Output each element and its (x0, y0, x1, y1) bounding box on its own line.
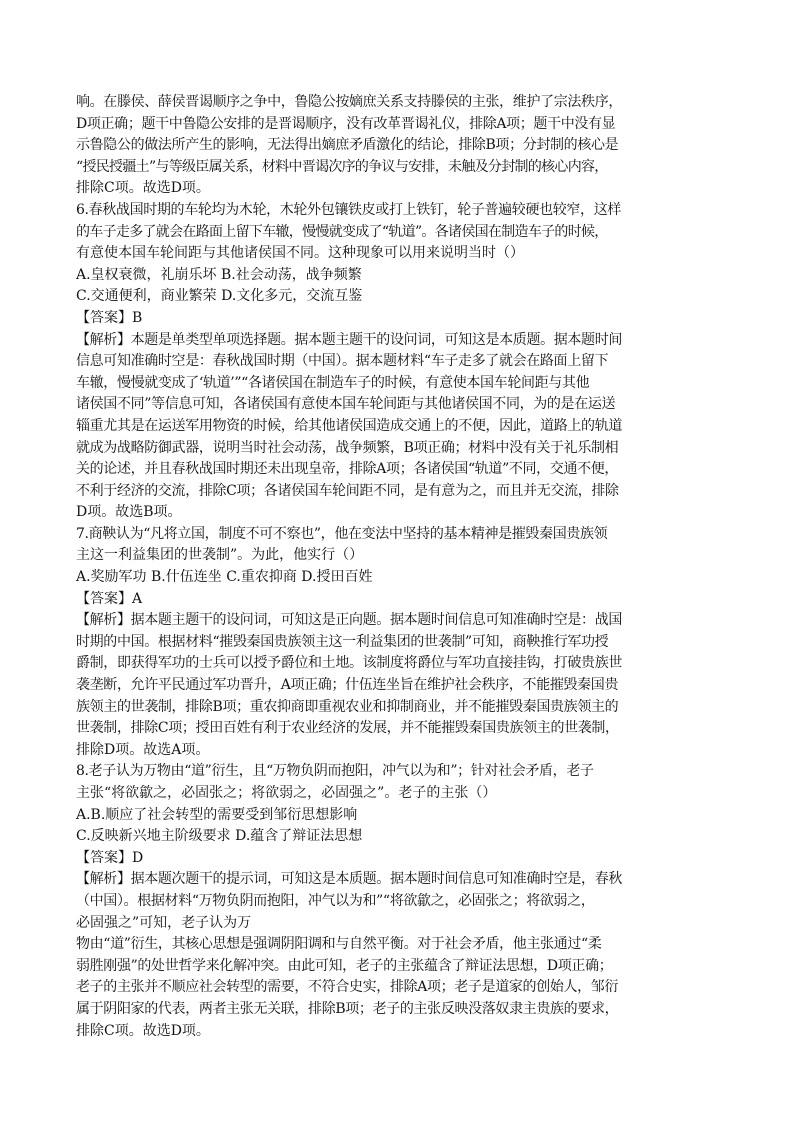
question-6-analysis: 车辙，慢慢就变成了‘轨道’”“各诸侯国在制造车子的时候，有意使本国车轮间距与其他 (76, 374, 590, 391)
question-6-stem: 6.春秋战国时期的车轮均为木轮，木轮外包镶铁皮或打上铁钉，轮子普遍较硬也较窄，这样 (76, 201, 622, 218)
text-line: 排除C项。故选D项。 (76, 180, 210, 197)
question-7-stem: 主这一利益集团的世袭制”。为此，他实行（） (76, 547, 364, 564)
text-line: “授民授疆土”与等级臣属关系，材料中晋谒次序的争议与安排，未触及分封制的核心内容， (76, 158, 608, 175)
question-6-analysis: 辎重尤其是在运送军用物资的时候，给其他诸侯国造成交通上的不便，因此，道路上的轨道 (76, 417, 622, 434)
question-6-options: C.交通便利，商业繁荣 D.文化多元，交流互鉴 (76, 288, 363, 305)
question-8-options: A.B.顺应了社会转型的需要受到邹衍思想影响 (76, 806, 358, 823)
question-7-analysis: 爵制，即获得军功的士兵可以授予爵位和土地。该制度将爵位与军功直接挂钩，打破贵族世 (76, 655, 622, 672)
question-7-analysis: 世袭制，排除C项；授田百姓有利于农业经济的发展，并不能摧毁秦国贵族领主的世袭制， (76, 720, 619, 737)
question-8-stem: 主张“将欲歙之，必固张之；将欲弱之，必固强之”。老子的主张（） (76, 785, 497, 801)
question-6-answer: 【答案】B (76, 309, 143, 326)
question-8-analysis: 弱胜刚强”的处世哲学来化解冲突。由此可知，老子的主张蕴含了辩证法思想，D项正确； (76, 957, 613, 974)
question-6-options: A.皇权衰微，礼崩乐坏 B.社会动荡，战争频繁 (76, 266, 362, 283)
question-6-analysis: 诸侯国不同”等信息可知，各诸侯国有意使本国车轮间距与其他诸侯国不同，为的是在运送 (76, 396, 616, 413)
question-6-analysis: D项。故选B项。 (76, 504, 182, 521)
question-7-analysis: 族领主的世袭制，排除B项；重农抑商即重视农业和抑制商业，并不能摧毁秦国贵族领主的 (76, 698, 619, 715)
question-8-stem: 8.老子认为万物由“道”衍生，且“万物负阴而抱阳，冲气以为和”；针对社会矛盾，老子 (76, 763, 594, 780)
question-6-stem: 的车子走多了就会在路面上留下车辙，慢慢就变成了“轨道”。各诸侯国在制造车子的时候， (76, 223, 608, 240)
question-8-analysis: 属于阴阳家的代表，两者主张无关联，排除B项；老子的主张反映没落奴隶主贵族的要求， (76, 1000, 619, 1017)
question-7-options: A.奖励军功 B.什伍连坐 C.重农抑商 D.授田百姓 (76, 569, 373, 586)
text-line: 示鲁隐公的做法所产生的影响，无法得出嫡庶矛盾激化的结论，排除B项；分封制的核心是 (76, 137, 619, 154)
question-8-analysis: 老子的主张并不顺应社会转型的需要，不符合史实，排除A项；老子是道家的创始人，邹衍 (76, 979, 619, 996)
question-6-analysis: 【解析】本题是单类型单项选择题。据本题主题干的设问词，可知这是本质题。据本题时间 (76, 331, 622, 348)
question-6-analysis: 信息可知准确时空是：春秋战国时期（中国）。据本题材料“车子走多了就会在路面上留下 (76, 353, 609, 370)
question-7-analysis: 排除D项。故选A项。 (76, 741, 210, 758)
question-8-analysis: 【解析】据本题次题干的提示词，可知这是本质题。据本题时间信息可知准确时空是，春秋 (76, 871, 622, 888)
question-8-answer: 【答案】D (76, 849, 144, 866)
question-8-analysis: 物由“道”衍生，其核心思想是强调阴阳调和与自然平衡。对于社会矛盾，他主张通过“柔 (76, 936, 602, 953)
question-7-analysis: 袭垄断，允许平民通过军功晋升，A项正确；什伍连坐旨在维护社会秩序，不能摧毁秦国贵 (76, 677, 619, 694)
question-6-analysis: 关的论述，并且春秋战国时期还未出现皇帝，排除A项；各诸侯国“轨道”不同，交通不便， (76, 461, 619, 478)
question-8-analysis: 必固强之”可知，老子认为万 (76, 914, 252, 931)
question-7-stem: 7.商鞅认为“凡将立国，制度不可不察也”，他在变法中坚持的基本精神是摧毁秦国贵族领 (76, 525, 608, 542)
document-page (76, 92, 722, 1042)
text-line: D项正确；题干中鲁隐公安排的是晋谒顺序，没有改革晋谒礼仪，排除A项；题干中没有显 (76, 115, 616, 132)
question-8-analysis: 排除C项。故选D项。 (76, 1022, 210, 1039)
text-line: 响。在滕侯、薛侯晋谒顺序之争中，鲁隐公按嫡庶关系支持滕侯的主张，维护了宗法秩序， (76, 94, 622, 110)
question-8-options: C.反映新兴地主阶级要求 D.蕴含了辩证法思想 (76, 828, 363, 845)
question-7-analysis: 【解析】据本题主题干的设问词，可知这是正向题。据本题时间信息可知准确时空是：战国 (76, 612, 622, 629)
question-6-stem: 有意使本国车轮间距与其他诸侯国不同。这种现象可以用来说明当时（） (76, 245, 524, 262)
question-7-analysis: 时期的中国。根据材料“摧毁秦国贵族领主这一利益集团的世袭制”可知，商鞅推行军功授 (76, 633, 609, 650)
question-8-analysis: （中国）。根据材料“万物负阴而抱阳，冲气以为和”“将欲歙之，必固张之；将欲弱之， (76, 892, 595, 909)
question-6-analysis: 就成为战略防御武器，说明当时社会动荡，战争频繁，B项正确；材料中没有关于礼乐制相 (76, 439, 619, 456)
question-6-analysis: 不利于经济的交流，排除C项；各诸侯国车轮间距不同，是有意为之，而且并无交流，排除 (76, 482, 619, 499)
question-7-answer: 【答案】A (76, 590, 143, 607)
